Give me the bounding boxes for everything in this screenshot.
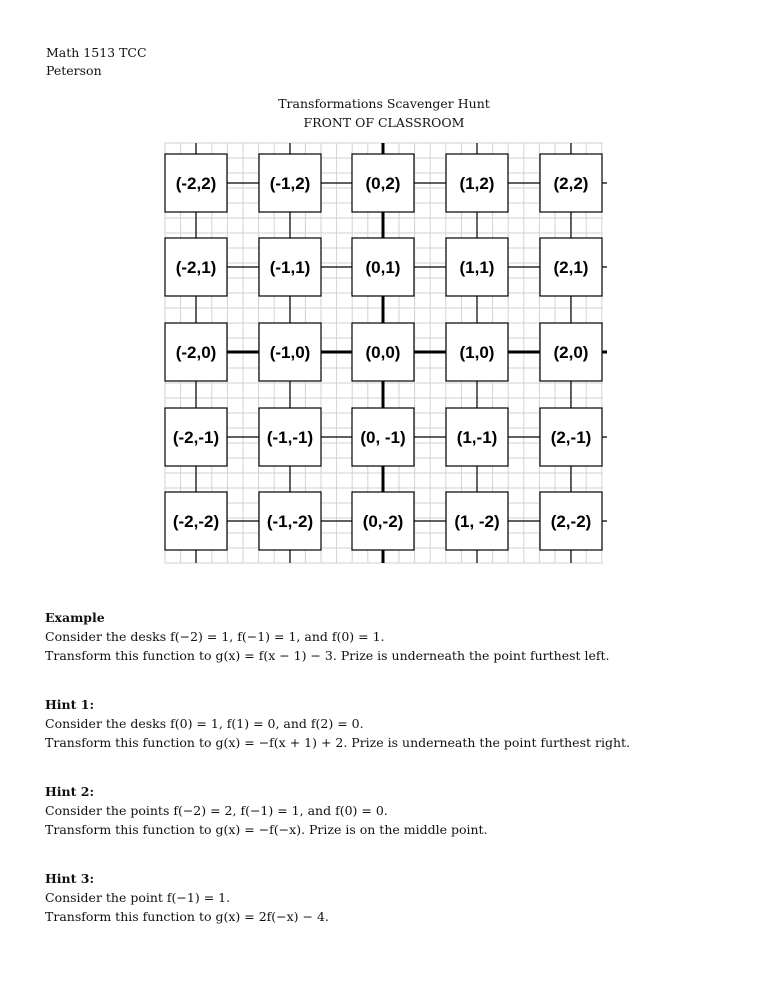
hints-section	[45, 608, 745, 956]
desk-label: (-1,-1)	[266, 428, 314, 447]
desk-label: (1,0)	[459, 343, 495, 362]
section-line: Transform this function to g(x) = −f(−x). Prize is on the middle point.	[45, 822, 488, 837]
section-title: Hint 2:	[45, 784, 95, 799]
example-block	[45, 608, 745, 665]
desk-label: (1, -2)	[454, 512, 500, 531]
desk-label: (2,-2)	[550, 512, 592, 531]
desk-label: (-2,2)	[175, 174, 217, 193]
section-title: Hint 1:	[45, 697, 95, 712]
desk-label: (-1,2)	[269, 174, 311, 193]
section-line: Consider the point f(−1) = 1.	[45, 890, 231, 905]
desk-label: (1,2)	[459, 174, 495, 193]
hint-1-block	[45, 695, 745, 752]
section-line: Consider the desks f(−2) = 1, f(−1) = 1, and f(0) = 1.	[45, 629, 385, 644]
desk-label: (1,1)	[459, 258, 495, 277]
hint-2-block	[45, 782, 745, 839]
desk-label: (-2,1)	[175, 258, 217, 277]
section-line: Transform this function to g(x) = f(x − 1) − 3. Prize is underneath the point furthest left.	[45, 648, 610, 663]
page-subtitle: FRONT OF CLASSROOM	[303, 115, 465, 130]
desk-label: (-1,1)	[269, 258, 311, 277]
course-label: Math 1513 TCC	[46, 45, 147, 60]
desk-label: (0,-2)	[362, 512, 404, 531]
hint-3-block	[45, 869, 745, 926]
desk-label: (2,-1)	[550, 428, 592, 447]
desk-label: (0,2)	[365, 174, 401, 193]
desk-label: (-2,-2)	[172, 512, 220, 531]
instructor-label: Peterson	[46, 63, 102, 78]
desk-label: (-2,0)	[175, 343, 217, 362]
desk-label: (0,0)	[365, 343, 401, 362]
desk-label: (-2,-1)	[172, 428, 220, 447]
section-title: Example	[45, 610, 105, 625]
section-title: Hint 3:	[45, 871, 95, 886]
desk-label: (2,1)	[553, 258, 589, 277]
desk-label: (2,0)	[553, 343, 589, 362]
desk-label: (2,2)	[553, 174, 589, 193]
desk-label: (-1,0)	[269, 343, 311, 362]
section-line: Consider the points f(−2) = 2, f(−1) = 1, and f(0) = 0.	[45, 803, 388, 818]
page-title: Transformations Scavenger Hunt	[278, 96, 490, 111]
desk-label: (0,1)	[365, 258, 401, 277]
desk-label: (0, -1)	[360, 428, 406, 447]
section-line: Transform this function to g(x) = −f(x + 1) + 2. Prize is underneath the point furthest right.	[45, 735, 631, 750]
desk-label: (1,-1)	[456, 428, 498, 447]
section-line: Transform this function to g(x) = 2f(−x) − 4.	[45, 909, 329, 924]
desk-label: (-1,-2)	[266, 512, 314, 531]
section-line: Consider the desks f(0) = 1, f(1) = 0, and f(2) = 0.	[45, 716, 364, 731]
